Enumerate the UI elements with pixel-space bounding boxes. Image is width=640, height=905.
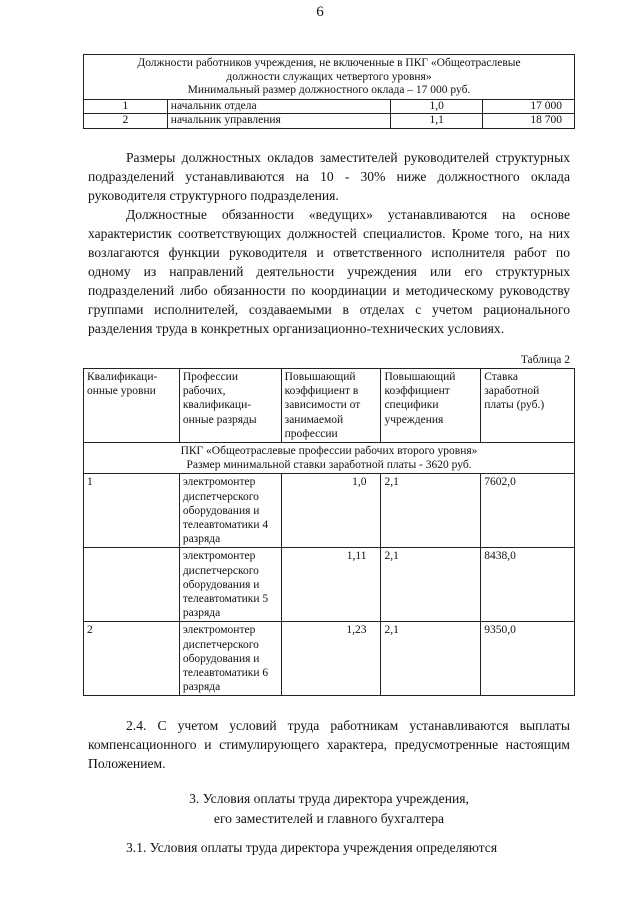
- paragraph-director-pay: 3.1. Условия оплаты труда директора учреждения определяются: [126, 840, 498, 855]
- profession: электромонтер диспетчерского оборудования и телеавтоматики 5 разряда: [179, 548, 281, 622]
- coef-specifics: 2,1: [381, 622, 481, 696]
- rate: 7602,0: [481, 474, 575, 548]
- table-row: [84, 99, 575, 114]
- table-row: [84, 474, 575, 548]
- header-coef-profession: Повышающий коэффициент в зависимости от занимаемой профессии: [281, 369, 381, 443]
- positions-table: [83, 54, 575, 129]
- coef-profession: 1,11: [281, 548, 381, 622]
- paragraph-deputy-salaries: Размеры должностных окладов заместителей руководителей структурных подразделений устанавливаются на 10 - 30% ниже должностного оклада руководителя структурного подразделения.: [88, 150, 570, 203]
- section3-heading-line: 3. Условия оплаты труда директора учреждения,: [189, 791, 469, 806]
- row-number: 2: [84, 114, 168, 129]
- table1-header-line: Должности работников учреждения, не включенные в ПКГ «Общеотраслевые: [137, 57, 521, 69]
- header-rate: Ставка заработной платы (руб.): [481, 369, 575, 443]
- header-coef-specifics: Повышающий коэффициент специфики учреждения: [381, 369, 481, 443]
- qual-level: 2: [84, 622, 180, 696]
- salary: 17 000: [483, 99, 575, 114]
- table1-header: [84, 55, 575, 100]
- section3-heading: [88, 789, 570, 829]
- qual-level: 1: [84, 474, 180, 548]
- rate: 8438,0: [481, 548, 575, 622]
- position-name: начальник управления: [167, 114, 391, 129]
- coefficient: 1,0: [391, 99, 483, 114]
- coef-specifics: 2,1: [381, 474, 481, 548]
- profession: электромонтер диспетчерского оборудования и телеавтоматики 6 разряда: [179, 622, 281, 696]
- table1-header-row: [84, 55, 575, 100]
- group-line: ПКГ «Общеотраслевые профессии рабочих второго уровня»: [180, 445, 478, 458]
- salary: 18 700: [483, 114, 575, 129]
- rate: 9350,0: [481, 622, 575, 696]
- table2-caption: Таблица 2: [520, 354, 570, 366]
- table1-header-line: Минимальный размер должностного оклада – 17 000 руб.: [187, 84, 471, 96]
- position-name: начальник отдела: [167, 99, 391, 114]
- coef-specifics: 2,1: [381, 548, 481, 622]
- worker-rates-table: [83, 368, 575, 696]
- table-row: [84, 548, 575, 622]
- coef-profession: 1,23: [281, 622, 381, 696]
- paragraph-compensation: 2.4. С учетом условий труда работникам устанавливаются выплаты компенсационного и стимулирующего характера, предусмотренные настоящим Положением.: [88, 718, 570, 771]
- group-line: Размер минимальной ставки заработной платы - 3620 руб.: [186, 459, 472, 472]
- table2-header-row: [84, 369, 575, 443]
- section3-heading-line: его заместителей и главного бухгалтера: [213, 811, 445, 826]
- table2-group-row: [84, 443, 575, 474]
- row-number: 1: [84, 99, 168, 114]
- table1-header-line: должности служащих четвертого уровня»: [226, 70, 432, 83]
- coefficient: 1,1: [391, 114, 483, 129]
- qual-level: [84, 548, 180, 622]
- header-profession: Профессии рабочих, квалификаци-онные разряды: [179, 369, 281, 443]
- paragraph-leading-duties: Должностные обязанности «ведущих» устанавливаются на основе характеристик соответствующих должностей специалистов. Кроме того, на них возлагаются функции руководителя и ответственного исполнителя работ по одному из направлений деятельности учреждения или его структурных подразделений либо обязанности по координации и методическому руководству группами исполнителей, создаваемыми в отделах с учетом рационального разделения труда в конкретных организационно-технических условиях.: [88, 207, 570, 336]
- table-row: [84, 622, 575, 696]
- header-level: Квалификаци-онные уровни: [84, 369, 180, 443]
- group-header: [84, 443, 575, 474]
- table-row: [84, 114, 575, 129]
- page-number: 6: [316, 4, 324, 20]
- profession: электромонтер диспетчерского оборудования и телеавтоматики 4 разряда: [179, 474, 281, 548]
- coef-profession: 1,0: [281, 474, 381, 548]
